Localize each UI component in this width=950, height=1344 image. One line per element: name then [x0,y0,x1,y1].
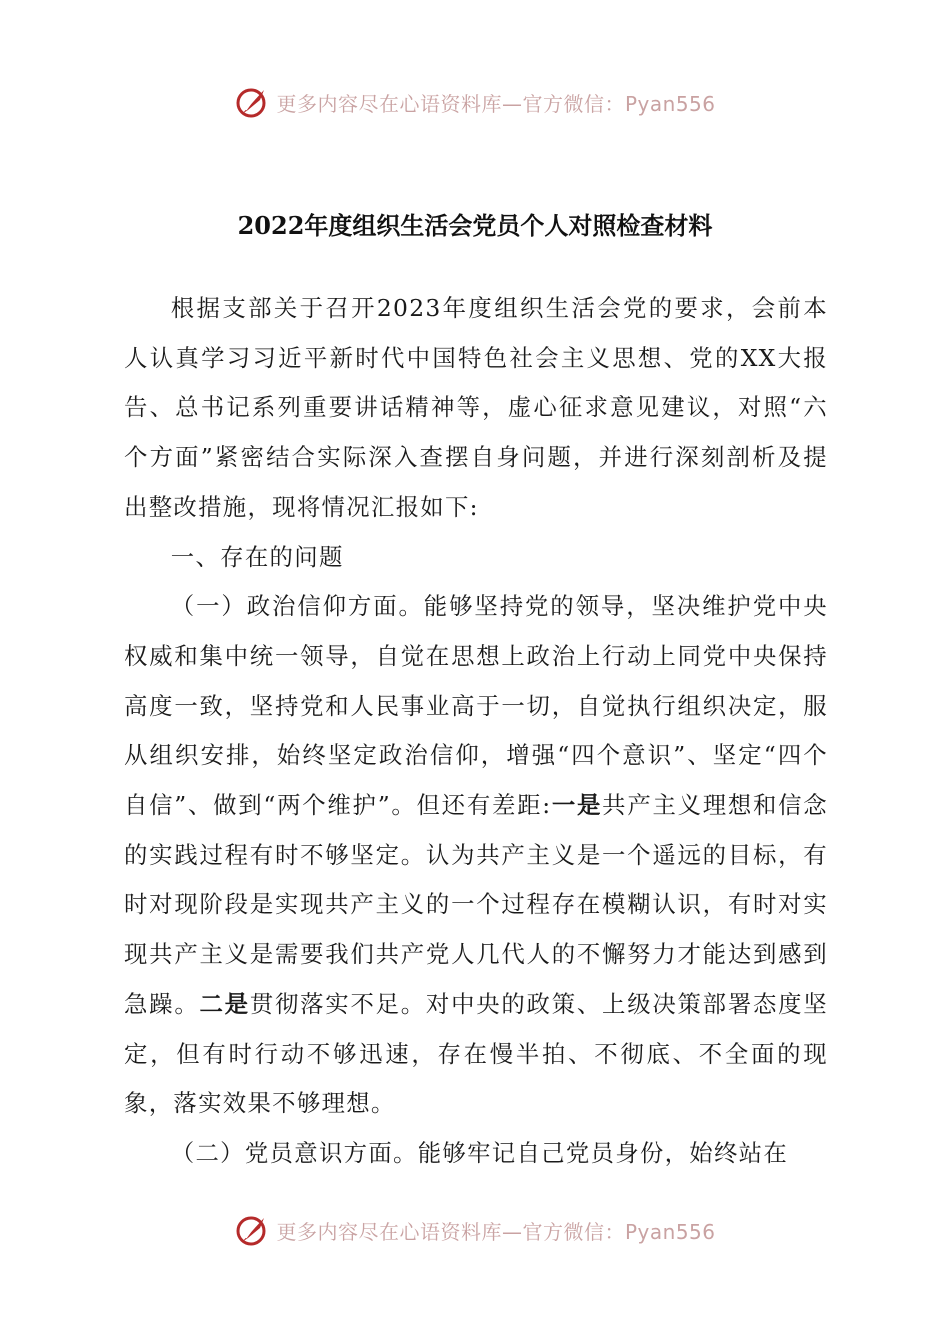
header-watermark-banner [0,82,950,122]
party-awareness-paragraph: （二）党员意识方面。能够牢记自己党员身份，始终站在 [170,1138,789,1167]
footer-watermark-banner [0,1210,950,1250]
intro-paragraph: 根据支部关于召开2023年度组织生活会党的要求，会前本人认真学习习近平新时代中国特色社会主义思想、党的XX大报告、总书记系列重要讲话精神等，虚心征求意见建议，对照“六个方面”紧密结合实际深入查摆自身问题，并进行深刻剖析及提出整改措施，现将情况汇报如下: [124,294,828,521]
political-belief-paragraph: （一）政治信仰方面。能够坚持党的领导，坚决维护党中央权威和集中统一领导，自觉在思想上政治上行动上同党中央保持高度一致，坚持党和人民事业高于一切，自觉执行组织决定，服从组织安排，始终坚定政治信仰，增强“四个意识”、坚定“四个自信”、做到“两个维护”。但还有差距:一是共产主义理想和信念的实践过程有时不够坚定。认为共产主义是一个遥远的目标，有时对现阶段是实现共产主义的一个过程存在模糊认识，有时对实现共产主义是需要我们共产党人几代人的不懈努力才能达到感到急躁。二是贯彻落实不足。对中央的政策、上级决策部署态度坚定，但有时行动不够迅速，存在慢半拍、不彻底、不全面的现象，落实效果不够理想。 [124,592,828,1118]
quill-logo-icon [234,84,270,120]
document-body [124,284,828,1179]
banner-text: 更多内容尽在心语资料库—官方微信：Pyan556 [276,1219,716,1244]
wechat-id: Pyan556 [624,91,716,116]
point-one-marker: 一是 [551,791,603,820]
banner-text: 更多内容尽在心语资料库—官方微信：Pyan556 [276,91,716,116]
section-heading: 一、存在的问题 [170,542,344,571]
point-two-marker: 二是 [199,989,250,1018]
quill-logo-icon [234,1212,270,1248]
wechat-id: Pyan556 [624,1219,716,1244]
document-title: 2022年度组织生活会党员个人对照检查材料 [237,211,713,240]
